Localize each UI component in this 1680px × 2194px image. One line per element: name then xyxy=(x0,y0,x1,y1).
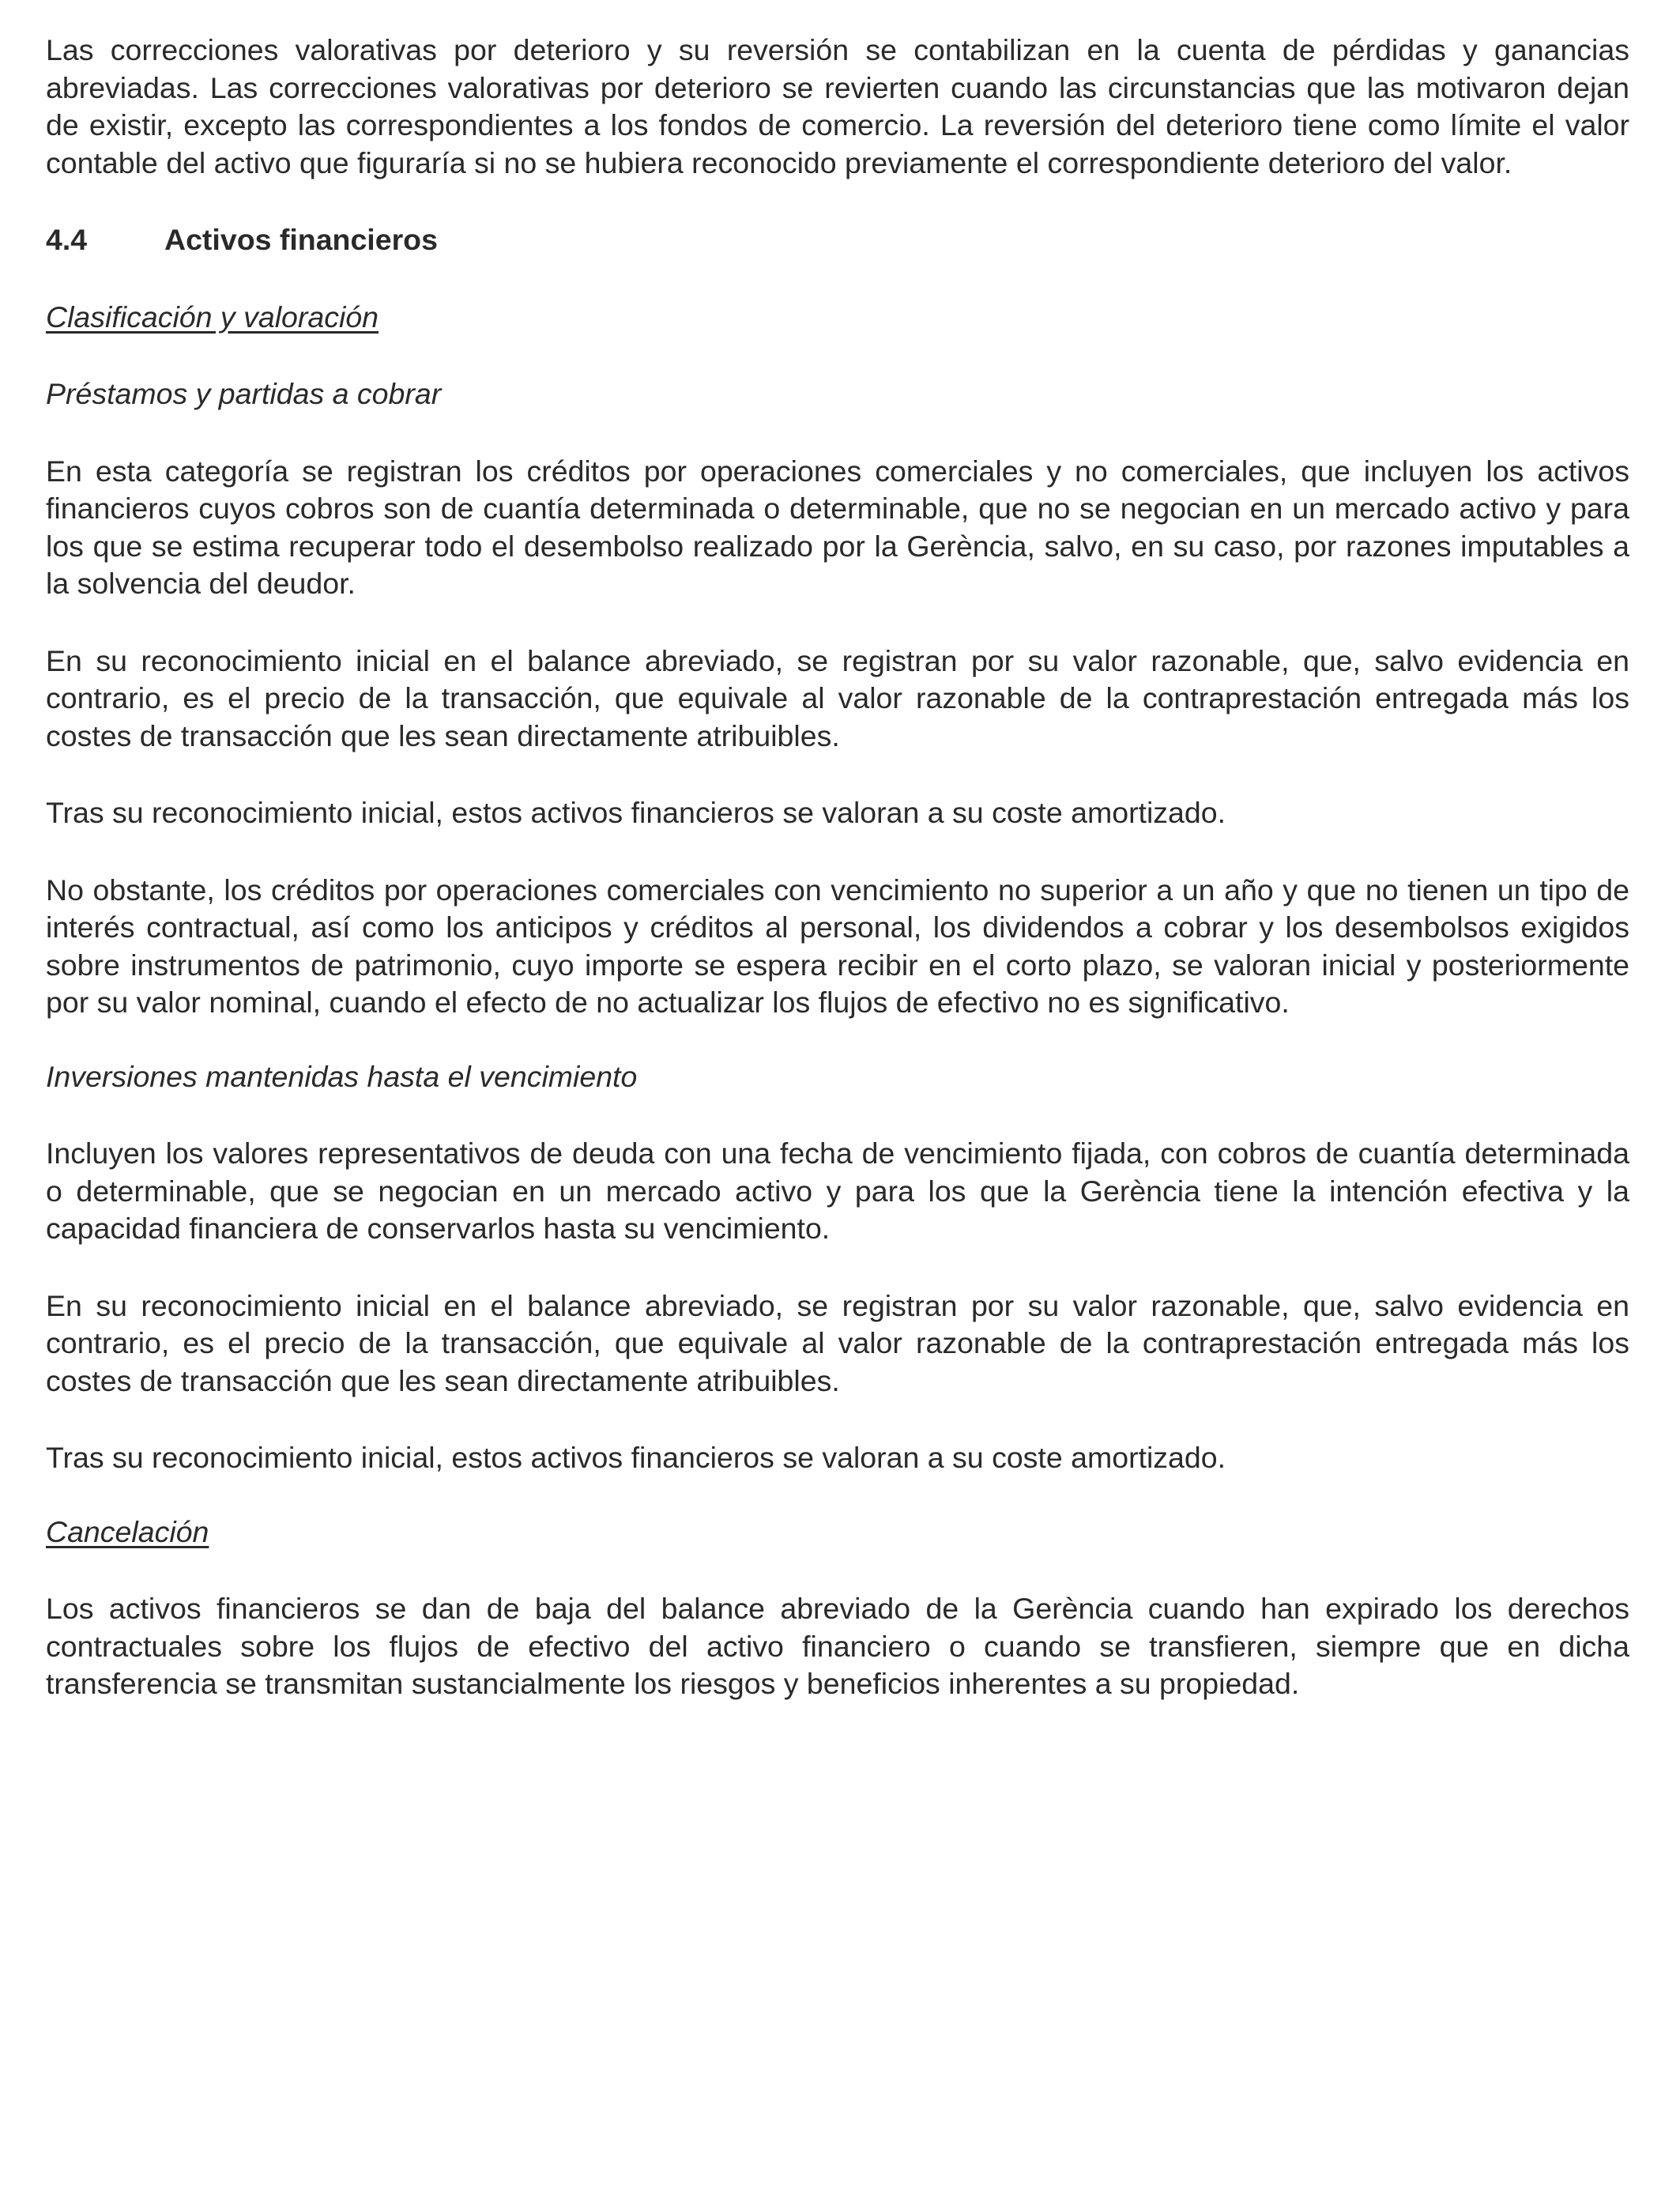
paragraph-deterioro: Las correcciones valorativas por deterioro y su reversión se contabilizan en la cuenta de pérdidas y ganancias abreviadas. Las correcciones valorativas por deterioro se revierten cuando las circunstancias que las motivaron dejan de existir, excepto las correspondientes a los fondos de comercio. La reversión del deterioro tiene como límite el valor contable del activo que figuraría si no se hubiera reconocido previamente el correspondiente deterioro del valor. xyxy=(46,33,1629,179)
paragraph-cancelacion: Los activos financieros se dan de baja del balance abreviado de la Gerència cuando han expirado los derechos contractuales sobre los flujos de efectivo del activo financiero o cuando se transfieren, siempre que en dicha transferencia se transmitan sustancialmente los riesgos y beneficios inherentes a su propiedad. xyxy=(46,1592,1629,1700)
subheading-prestamos: Préstamos y partidas a cobrar xyxy=(46,377,442,410)
subheading-clasificacion: Clasificación y valoración xyxy=(46,300,379,334)
paragraph-prestamos-4: No obstante, los créditos por operaciones comerciales con vencimiento no superior a un año y que no tienen un tipo de interés contractual, así como los anticipos y créditos al personal, los dividendos a cobrar y los desembolsos exigidos sobre instrumentos de patrimonio, cuyo importe se espera recibir en el corto plazo, se valoran inicial y posteriormente por su valor nominal, cuando el efecto de no actualizar los flujos de efectivo no es significativo. xyxy=(46,873,1629,1019)
paragraph-inversiones-2: En su reconocimiento inicial en el balance abreviado, se registran por su valor razonable, que, salvo evidencia en contrario, es el precio de la transacción, que equivale al valor razonable de la contraprestación entregada más los costes de transacción que les sean directamente atribuibles. xyxy=(46,1288,1629,1397)
section-title: Activos financieros xyxy=(164,223,438,256)
document-page xyxy=(46,32,1629,1703)
paragraph-inversiones-3: Tras su reconocimiento inicial, estos activos financieros se valoran a su coste amortizado. xyxy=(46,1441,1226,1474)
section-number: 4.4 xyxy=(46,223,88,256)
paragraph-prestamos-2: En su reconocimiento inicial en el balance abreviado, se registran por su valor razonable, que, salvo evidencia en contrario, es el precio de la transacción, que equivale al valor razonable de la contraprestación entregada más los costes de transacción que les sean directamente atribuibles. xyxy=(46,643,1629,752)
subheading-cancelacion: Cancelación xyxy=(46,1514,209,1548)
paragraph-inversiones-1: Incluyen los valores representativos de deuda con una fecha de vencimiento fijada, con cobros de cuantía determinada o determinable, que se negocian en un mercado activo y para los que la Gerència tiene la intención efectiva y la capacidad financiera de conservarlos hasta su vencimiento. xyxy=(46,1137,1629,1245)
paragraph-prestamos-3: Tras su reconocimiento inicial, estos activos financieros se valoran a su coste amortizado. xyxy=(46,796,1226,829)
paragraph-prestamos-1: En esta categoría se registran los créditos por operaciones comerciales y no comerciales, que incluyen los activos financieros cuyos cobros son de cuantía determinada o determinable, que no se negocian en un mercado activo y para los que se estima recuperar todo el desembolso realizado por la Gerència, salvo, en su caso, por razones imputables a la solvencia del deudor. xyxy=(46,454,1629,600)
subheading-inversiones: Inversiones mantenidas hasta el vencimiento xyxy=(46,1059,638,1093)
section-heading xyxy=(46,221,1629,259)
